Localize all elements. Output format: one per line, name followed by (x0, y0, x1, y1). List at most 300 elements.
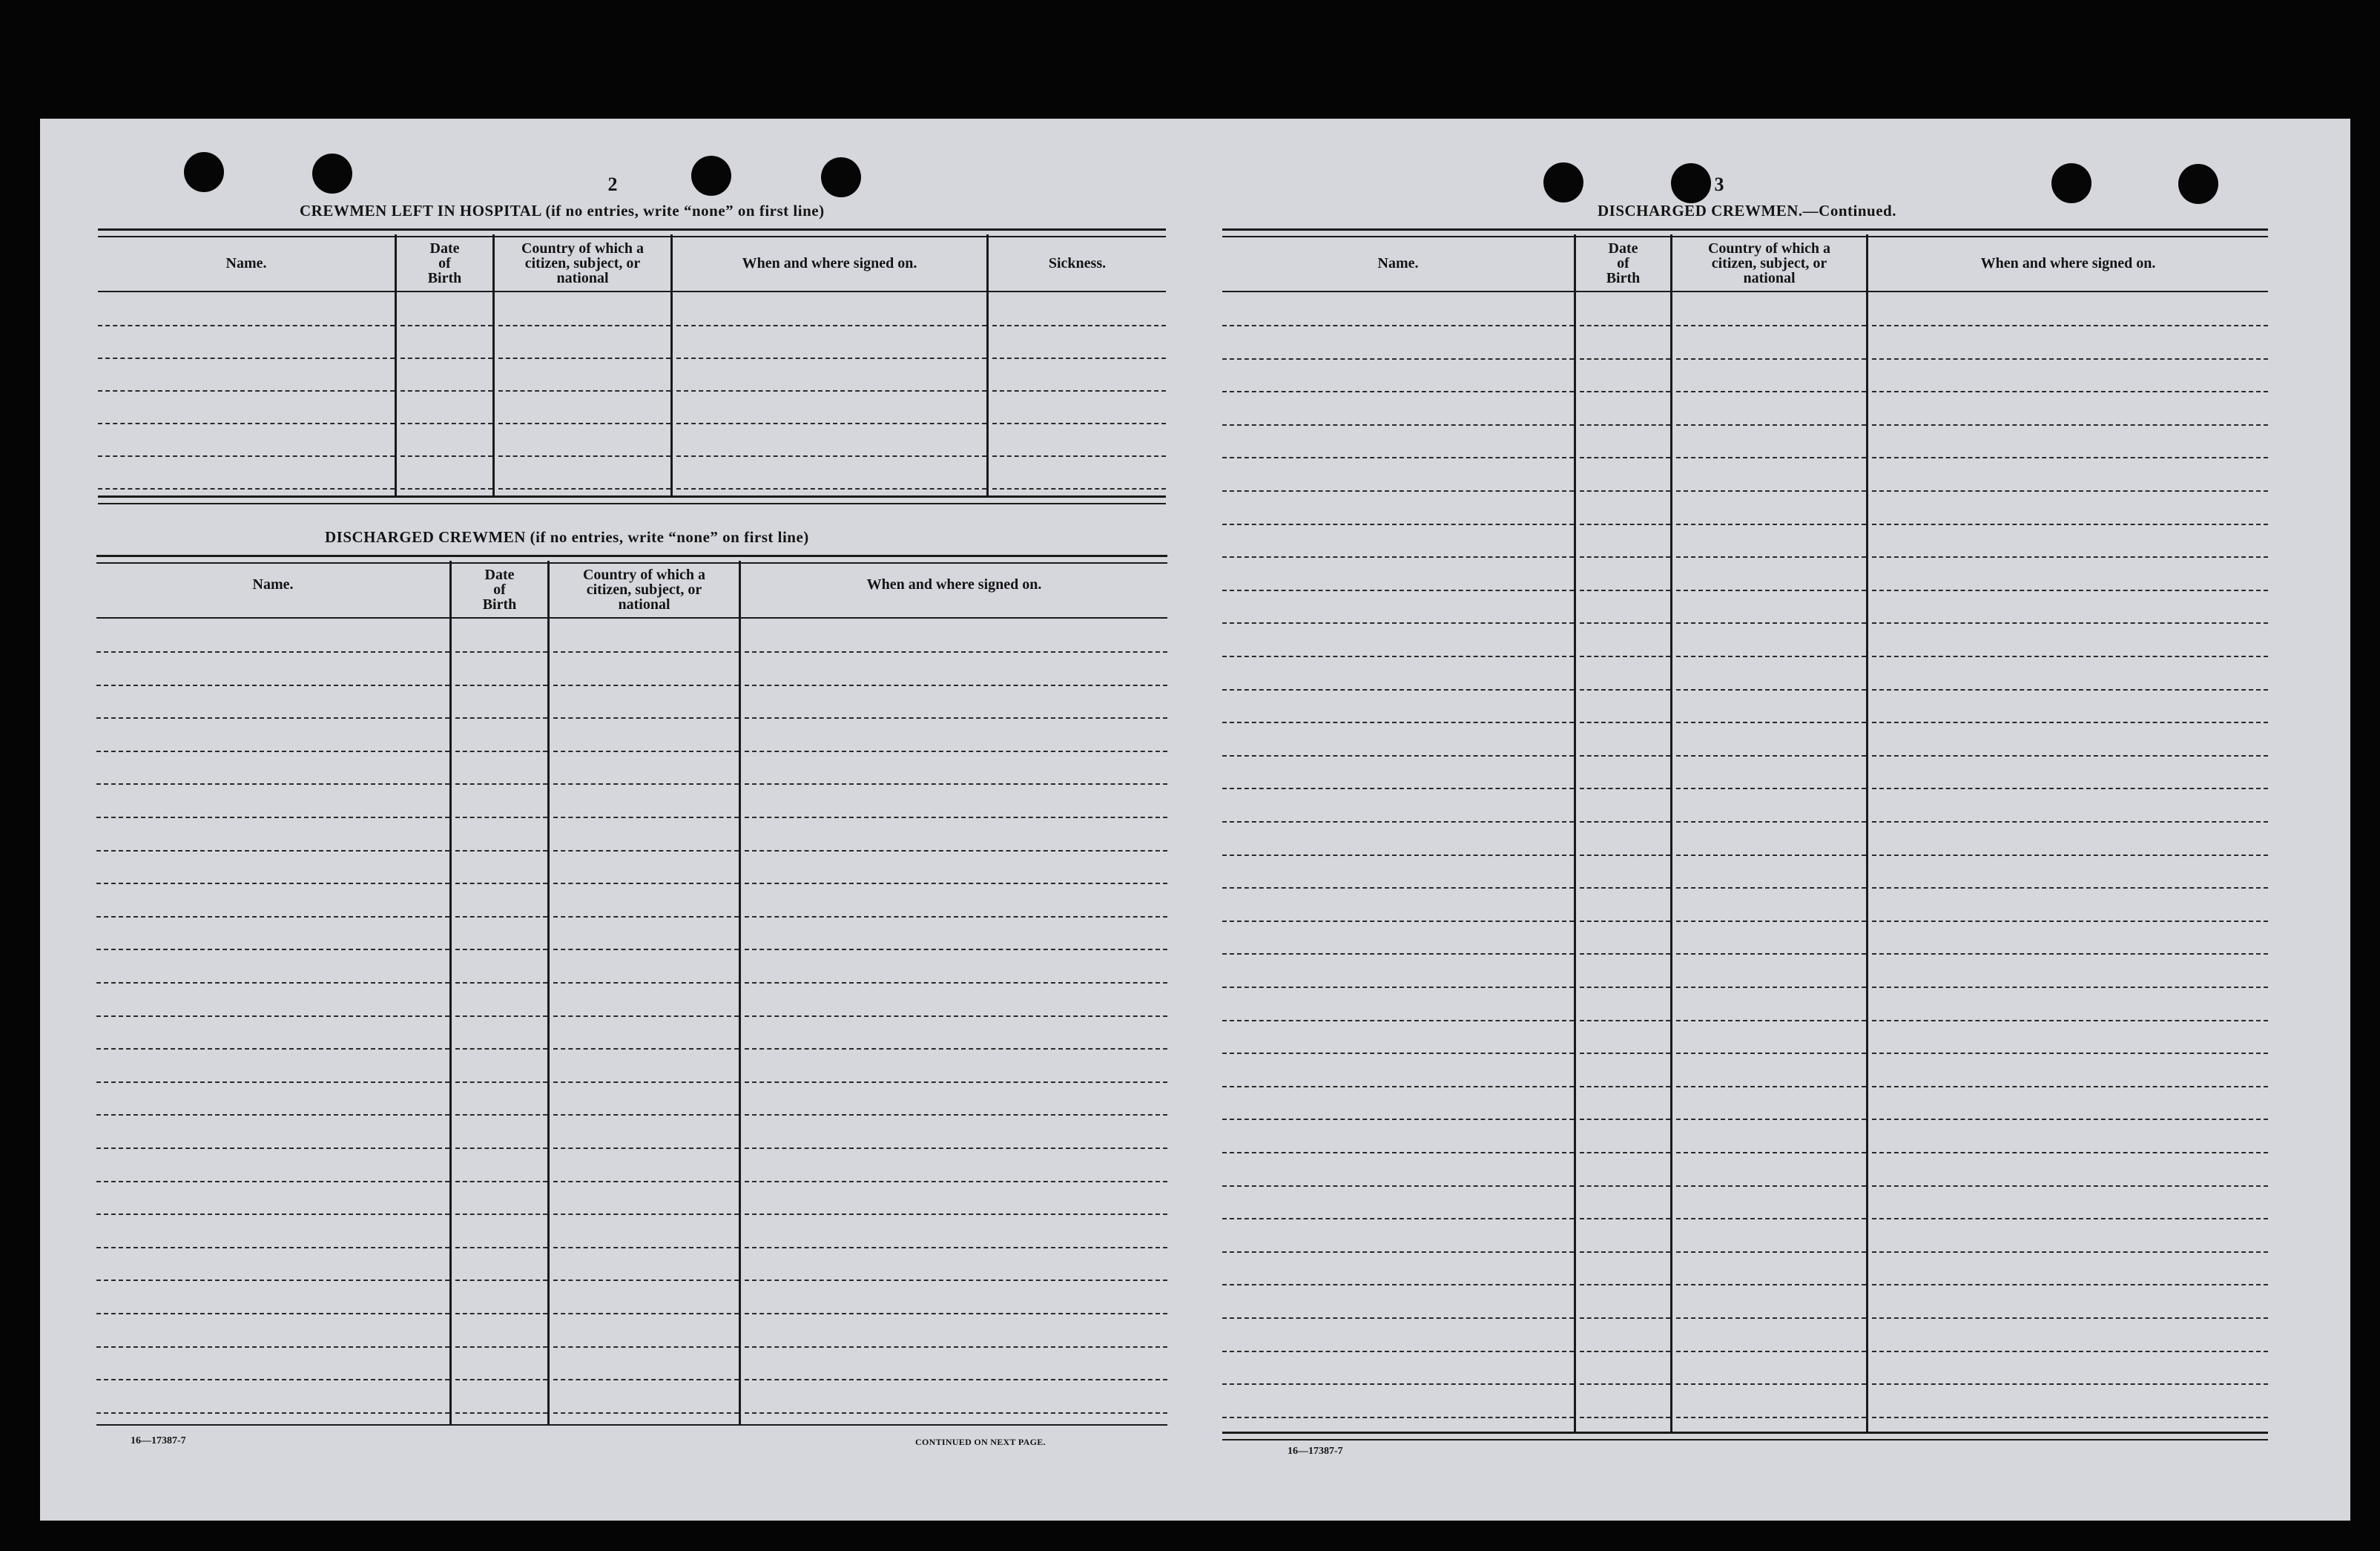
entry-line (1872, 656, 2268, 657)
column-divider (449, 561, 452, 1424)
entry-line (1676, 887, 1866, 889)
entry-line (553, 1379, 739, 1380)
entry-line (1676, 1383, 1866, 1385)
entry-line (1872, 358, 2268, 360)
form-number: 16—17387-7 (1288, 1446, 1343, 1457)
column-header-sickness: Sickness. (1048, 255, 1107, 271)
entry-line (1222, 590, 1574, 591)
entry-line (1676, 987, 1866, 988)
entry-line (1222, 656, 1574, 657)
entry-line (553, 1214, 739, 1215)
entry-line (553, 1346, 739, 1348)
entry-line (1676, 1020, 1866, 1021)
entry-line (992, 358, 1166, 359)
entry-line (1580, 1020, 1670, 1021)
entry-line (1872, 622, 2268, 624)
entry-line (745, 883, 1167, 884)
entry-line (96, 1015, 449, 1017)
entry-line (1580, 1284, 1670, 1285)
entry-line (455, 883, 547, 884)
entry-line (1580, 1218, 1670, 1219)
entry-line (553, 651, 739, 653)
entry-line (553, 1081, 739, 1083)
entry-line (553, 1412, 739, 1414)
entry-line (1222, 325, 1574, 326)
entry-line (1676, 1218, 1866, 1219)
entry-line (1872, 325, 2268, 326)
entry-line (553, 982, 739, 984)
entry-line (455, 1280, 547, 1281)
entry-line (745, 1280, 1167, 1281)
entry-line (455, 717, 547, 719)
entry-line (1872, 556, 2268, 558)
entry-line (498, 455, 670, 457)
entry-line (1676, 524, 1866, 525)
entry-line (1222, 1417, 1574, 1418)
header-line: Date (484, 567, 515, 583)
entry-line (745, 751, 1167, 752)
entry-line (1580, 689, 1670, 691)
entry-line (1676, 325, 1866, 326)
punch-hole (821, 157, 861, 197)
entry-line (1222, 490, 1574, 492)
entry-line (745, 1181, 1167, 1182)
column-divider (739, 561, 741, 1424)
column-header-dob (1576, 236, 1670, 291)
entry-line (1676, 358, 1866, 360)
entry-line (745, 1379, 1167, 1380)
entry-line (676, 455, 986, 457)
entry-line (1580, 424, 1670, 426)
form-sheet (40, 119, 2350, 1521)
entry-line (1222, 1086, 1574, 1087)
column-header-signed: When and where signed on. (742, 255, 917, 271)
entry-line (1676, 622, 1866, 624)
entry-line (400, 358, 492, 359)
header-line: citizen, subject, or (586, 582, 702, 598)
entry-line (1676, 391, 1866, 392)
entry-line (1676, 921, 1866, 922)
header-line: of (1617, 255, 1629, 271)
entry-line (1676, 689, 1866, 691)
entry-line (553, 1313, 739, 1314)
entry-line (455, 1379, 547, 1380)
entry-line (96, 1379, 449, 1380)
entry-line (1580, 987, 1670, 988)
entry-line (1676, 788, 1866, 789)
entry-line (1222, 358, 1574, 360)
entry-line (1222, 1185, 1574, 1187)
entry-line (1580, 490, 1670, 492)
entry-line (96, 1114, 449, 1116)
entry-line (1872, 689, 2268, 691)
entry-line (1872, 821, 2268, 823)
entry-line (96, 1081, 449, 1083)
discharged-table (96, 555, 1167, 1438)
entry-line (455, 1412, 547, 1414)
header-line: national (618, 596, 670, 613)
entry-line (1676, 490, 1866, 492)
column-header-dob (452, 562, 547, 617)
entry-line (1222, 1020, 1574, 1021)
entry-line (1222, 1351, 1574, 1352)
entry-line (455, 949, 547, 950)
entry-line (96, 1412, 449, 1414)
entry-line (96, 783, 449, 785)
entry-line (745, 1313, 1167, 1314)
entry-line (98, 455, 395, 457)
entry-line (1222, 821, 1574, 823)
entry-line (1580, 1317, 1670, 1319)
entry-line (553, 817, 739, 818)
page-number: 3 (1714, 174, 1724, 195)
entry-line (96, 1313, 449, 1314)
entry-line (1872, 1251, 2268, 1253)
entry-line (1872, 722, 2268, 723)
entry-line (1676, 1417, 1866, 1418)
entry-line (553, 850, 739, 852)
entry-line (498, 488, 670, 490)
header-line: Country of which a (1707, 240, 1830, 257)
entry-line (96, 883, 449, 884)
column-header-country (495, 236, 670, 291)
column-header-name: Name. (225, 255, 267, 271)
entry-line (455, 850, 547, 852)
entry-line (1580, 1152, 1670, 1153)
entry-line (1580, 1351, 1670, 1352)
entry-line (455, 1015, 547, 1017)
entry-line (992, 325, 1166, 326)
entry-line (1222, 1317, 1574, 1319)
entry-line (1580, 524, 1670, 525)
entry-line (745, 1081, 1167, 1083)
entry-line (1580, 1185, 1670, 1187)
header-line: Country of which a (582, 567, 705, 583)
entry-line (553, 1048, 739, 1050)
entry-line (1872, 987, 2268, 988)
entry-line (745, 1346, 1167, 1348)
entry-line (745, 982, 1167, 984)
entry-line (1676, 953, 1866, 955)
entry-line (553, 1181, 739, 1182)
entry-line (1580, 391, 1670, 392)
header-line: national (1743, 270, 1796, 286)
entry-line (1580, 722, 1670, 723)
entry-line (745, 717, 1167, 719)
column-header-country (1672, 236, 1866, 291)
entry-line (1676, 656, 1866, 657)
entry-line (1580, 1251, 1670, 1253)
header-line: Country of which a (521, 240, 644, 257)
entry-line (745, 685, 1167, 686)
entry-line (1676, 854, 1866, 856)
entry-line (455, 751, 547, 752)
entry-line (1872, 424, 2268, 426)
entry-line (1222, 622, 1574, 624)
entry-line (553, 685, 739, 686)
entry-line (96, 1214, 449, 1215)
entry-line (1872, 1020, 2268, 1021)
entry-line (1676, 556, 1866, 558)
entry-line (498, 325, 670, 326)
entry-line (553, 1280, 739, 1281)
entry-line (1222, 689, 1574, 691)
entry-line (745, 1247, 1167, 1248)
entry-line (96, 982, 449, 984)
punch-hole (184, 152, 224, 192)
entry-line (1580, 590, 1670, 591)
entry-line (1580, 1086, 1670, 1087)
entry-line (400, 488, 492, 490)
entry-line (455, 817, 547, 818)
entry-line (553, 751, 739, 752)
entry-line (1580, 755, 1670, 757)
entry-line (553, 883, 739, 884)
entry-line (676, 325, 986, 326)
entry-line (745, 1114, 1167, 1116)
entry-line (745, 850, 1167, 852)
entry-line (98, 488, 395, 490)
entry-line (553, 1015, 739, 1017)
entry-line (455, 1147, 547, 1149)
entry-line (455, 1114, 547, 1116)
entry-line (1872, 887, 2268, 889)
entry-line (1676, 1119, 1866, 1120)
entry-line (1872, 1053, 2268, 1054)
entry-line (498, 390, 670, 392)
entry-line (1580, 656, 1670, 657)
punch-hole (2051, 163, 2091, 203)
entry-line (1222, 1218, 1574, 1219)
entry-line (1676, 1152, 1866, 1153)
entry-line (1676, 1317, 1866, 1319)
entry-line (96, 717, 449, 719)
entry-line (1872, 788, 2268, 789)
column-header-signed: When and where signed on. (866, 576, 1042, 593)
header-line: Birth (1606, 270, 1641, 286)
entry-line (1676, 1351, 1866, 1352)
entry-line (96, 916, 449, 918)
entry-line (1222, 921, 1574, 922)
header-rule (96, 617, 1167, 619)
entry-line (1580, 325, 1670, 326)
entry-line (992, 423, 1166, 424)
punch-hole (691, 156, 731, 196)
discharged-continued-table (1222, 228, 2268, 1445)
entry-line (1222, 854, 1574, 856)
entry-line (745, 783, 1167, 785)
entry-line (1676, 1053, 1866, 1054)
entry-line (455, 651, 547, 653)
entry-line (1872, 391, 2268, 392)
entry-line (98, 423, 395, 424)
entry-line (455, 1181, 547, 1182)
entry-line (553, 916, 739, 918)
entry-line (1222, 556, 1574, 558)
entry-line (96, 949, 449, 950)
entry-line (1222, 788, 1574, 789)
entry-line (1872, 1284, 2268, 1285)
header-line: of (493, 582, 506, 598)
header-line: Birth (427, 270, 462, 286)
entry-line (455, 783, 547, 785)
entry-line (1580, 457, 1670, 458)
entry-line (1580, 854, 1670, 856)
entry-line (96, 1147, 449, 1149)
entry-line (1872, 1185, 2268, 1187)
entry-line (745, 1214, 1167, 1215)
entry-line (1222, 1053, 1574, 1054)
header-line: Birth (482, 596, 517, 613)
entry-line (96, 1048, 449, 1050)
table-bottom-rule (1222, 1432, 2268, 1440)
entry-line (1222, 953, 1574, 955)
section-title-discharged: DISCHARGED CREWMEN (if no entries, write “none” on first line) (325, 528, 809, 546)
entry-line (745, 1147, 1167, 1149)
header-rule (98, 291, 1166, 292)
entry-line (1222, 1152, 1574, 1153)
section-title-hospital: CREWMEN LEFT IN HOSPITAL (if no entries, write “none” on first line) (300, 202, 825, 220)
entry-line (1580, 953, 1670, 955)
entry-line (1580, 1119, 1670, 1120)
entry-line (745, 1015, 1167, 1017)
entry-line (1580, 358, 1670, 360)
entry-line (1872, 1383, 2268, 1385)
entry-line (1676, 1086, 1866, 1087)
entry-line (553, 783, 739, 785)
entry-line (1676, 590, 1866, 591)
entry-line (553, 717, 739, 719)
entry-line (400, 325, 492, 326)
entry-line (1676, 755, 1866, 757)
entry-line (96, 1280, 449, 1281)
entry-line (553, 1147, 739, 1149)
entry-line (400, 455, 492, 457)
entry-line (98, 358, 395, 359)
header-line: citizen, subject, or (1711, 255, 1827, 271)
continued-note: CONTINUED ON NEXT PAGE. (915, 1437, 1046, 1447)
entry-line (676, 423, 986, 424)
table-bottom-rule (96, 1424, 1167, 1426)
entry-line (1872, 921, 2268, 922)
entry-line (1676, 1251, 1866, 1253)
entry-line (1580, 622, 1670, 624)
entry-line (455, 1214, 547, 1215)
entry-line (1222, 755, 1574, 757)
punch-hole (312, 154, 352, 194)
header-line: of (438, 255, 451, 271)
entry-line (553, 949, 739, 950)
entry-line (1872, 590, 2268, 591)
header-line: national (556, 270, 609, 286)
entry-line (1580, 1417, 1670, 1418)
entry-line (455, 1247, 547, 1248)
hospital-table (98, 228, 1166, 503)
punch-hole (1543, 162, 1583, 202)
entry-line (1872, 457, 2268, 458)
column-divider (1866, 234, 1868, 1432)
column-divider (547, 561, 550, 1424)
column-divider (1670, 234, 1672, 1432)
entry-line (1676, 722, 1866, 723)
entry-line (1222, 887, 1574, 889)
header-line: Date (1608, 240, 1638, 257)
entry-line (498, 423, 670, 424)
entry-line (96, 1346, 449, 1348)
header-line: citizen, subject, or (524, 255, 641, 271)
entry-line (1580, 921, 1670, 922)
entry-line (745, 1048, 1167, 1050)
column-header-dob (397, 236, 492, 291)
column-header-country (550, 562, 739, 617)
entry-line (1222, 457, 1574, 458)
entry-line (1580, 1383, 1670, 1385)
entry-line (1872, 524, 2268, 525)
entry-line (455, 1346, 547, 1348)
entry-line (1222, 987, 1574, 988)
entry-line (1222, 1284, 1574, 1285)
entry-line (96, 1181, 449, 1182)
entry-line (745, 651, 1167, 653)
entry-line (1872, 953, 2268, 955)
entry-line (455, 1048, 547, 1050)
column-header-name: Name. (1377, 255, 1419, 271)
entry-line (1222, 524, 1574, 525)
entry-line (96, 751, 449, 752)
entry-line (1872, 1351, 2268, 1352)
entry-line (1676, 457, 1866, 458)
entry-line (1580, 556, 1670, 558)
entry-line (1872, 1086, 2268, 1087)
entry-line (553, 1114, 739, 1116)
entry-line (745, 1412, 1167, 1414)
entry-line (1676, 1185, 1866, 1187)
entry-line (1580, 788, 1670, 789)
entry-line (553, 1247, 739, 1248)
entry-line (1872, 1417, 2268, 1418)
punch-hole (2178, 164, 2218, 204)
entry-line (745, 949, 1167, 950)
entry-line (400, 423, 492, 424)
entry-line (1872, 1152, 2268, 1153)
header-line: Date (429, 240, 460, 257)
entry-line (1222, 1251, 1574, 1253)
entry-line (1222, 424, 1574, 426)
entry-line (1580, 1053, 1670, 1054)
entry-line (96, 685, 449, 686)
form-number: 16—17387-7 (131, 1435, 186, 1446)
entry-line (1580, 821, 1670, 823)
column-header-signed: When and where signed on. (1980, 255, 2156, 271)
entry-line (676, 488, 986, 490)
entry-line (1872, 1119, 2268, 1120)
entry-line (455, 1313, 547, 1314)
entry-line (745, 916, 1167, 918)
entry-line (498, 358, 670, 359)
table-bottom-rule (98, 495, 1166, 504)
entry-line (400, 390, 492, 392)
entry-line (992, 488, 1166, 490)
entry-line (1872, 1218, 2268, 1219)
entry-line (98, 390, 395, 392)
entry-line (676, 358, 986, 359)
column-divider (1574, 234, 1576, 1432)
entry-line (1676, 424, 1866, 426)
entry-line (96, 850, 449, 852)
entry-line (455, 982, 547, 984)
entry-line (96, 817, 449, 818)
entry-line (96, 651, 449, 653)
